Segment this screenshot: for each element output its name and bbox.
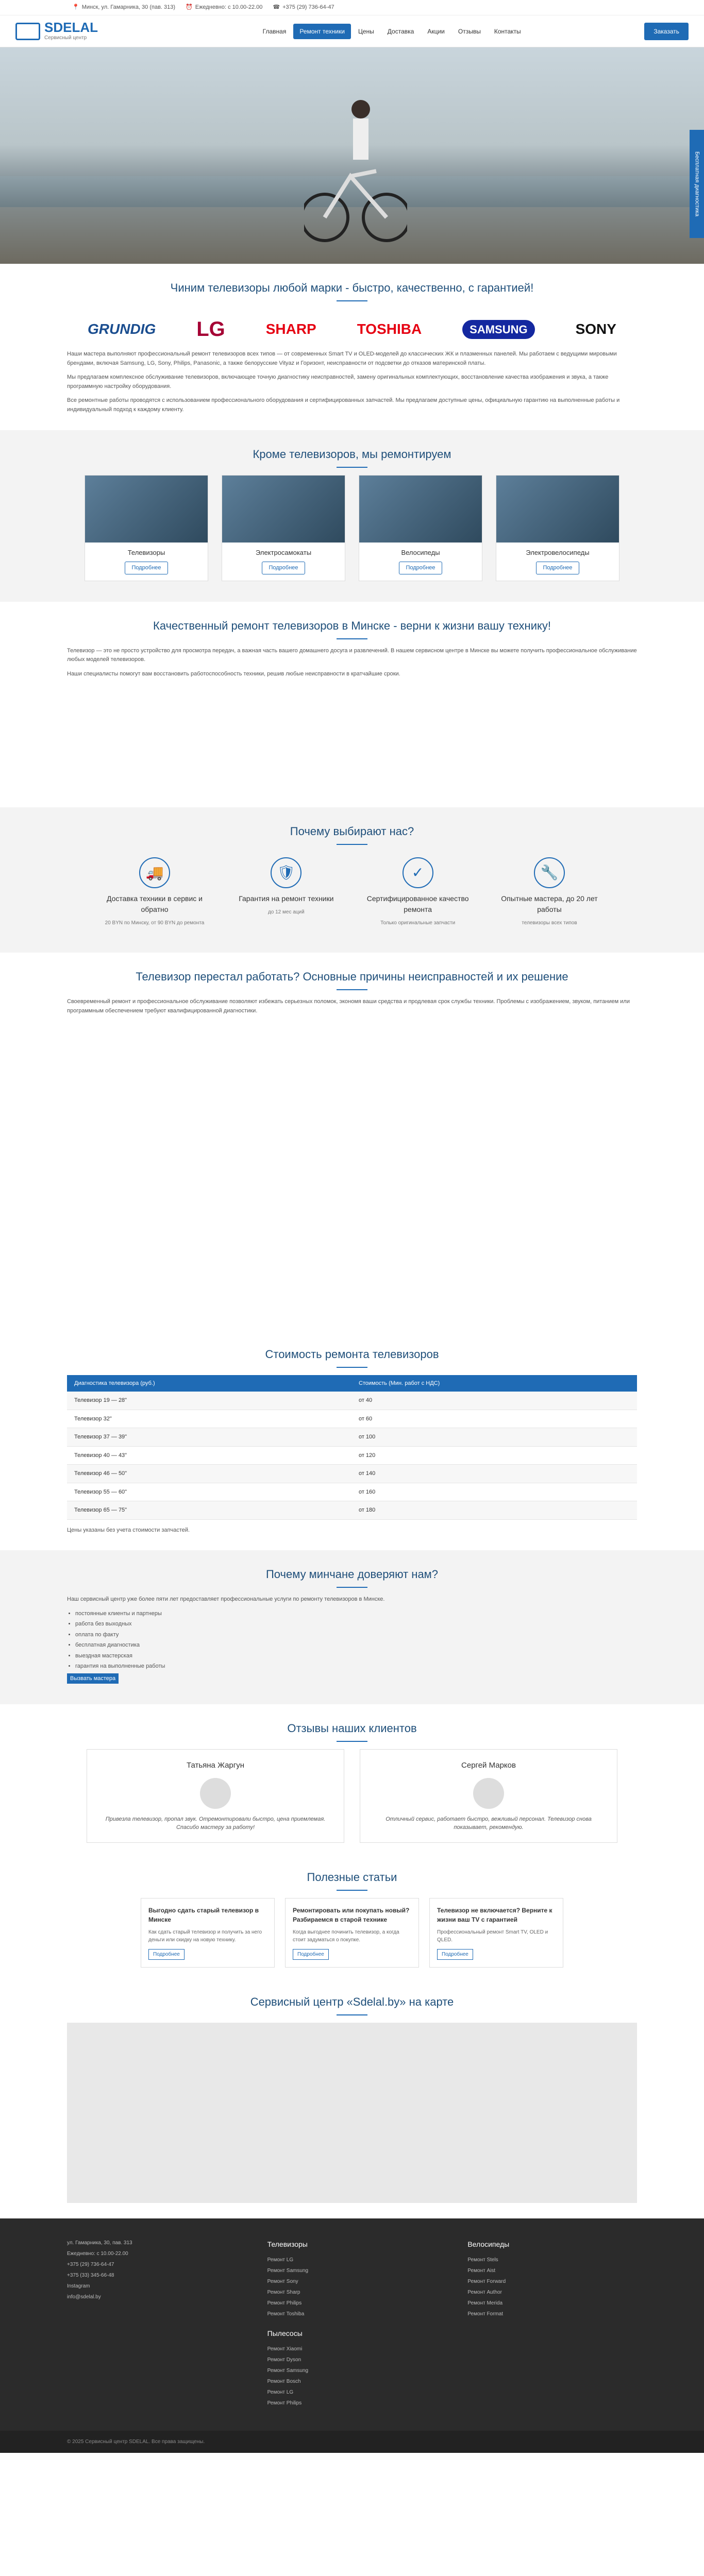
articles-title: Полезные статьи — [67, 1869, 637, 1891]
article-more-button[interactable]: Подробнее — [148, 1949, 185, 1960]
section-intro — [0, 264, 704, 430]
hero-cyclist-image — [304, 83, 407, 248]
category-image — [359, 476, 482, 543]
review-author: Татьяна Жаргун — [186, 1761, 245, 1770]
category-more-button[interactable]: Подробнее — [262, 562, 305, 574]
table-row: Телевизор 32" от 60 — [67, 1410, 637, 1428]
why-title: Почему выбирают нас? — [67, 823, 637, 845]
why-item-title: Гарантия на ремонт техники — [239, 894, 334, 903]
footer-link[interactable]: Ремонт Merida — [467, 2300, 503, 2306]
article-title: Выгодно сдать старый телевизор в Минске — [148, 1906, 259, 1923]
category-image — [85, 476, 208, 543]
review-text: Отличный сервис, работает быстро, вежливый персонал. Телевизор снова показывает, рекомендую. — [385, 1816, 592, 1831]
footer-link[interactable]: Ремонт Sony — [267, 2278, 298, 2284]
header — [0, 15, 704, 47]
list-item: • оплата по факту — [75, 1631, 637, 1639]
footer-instagram[interactable]: Instagram — [67, 2283, 90, 2289]
problems-paragraph: Своевременный ремонт и профессиональное обслуживание позволяют избежать серьезных поломок, экономя ваши средства и продлевая срок службы техники. Проблемы с изображением, звуком, питанием или программным обеспечением требуют квалифицированной диагностики. — [67, 998, 630, 1014]
section-problems — [0, 953, 704, 1330]
quality-paragraph: Телевизор — это не просто устройство для просмотра передач, а важная часть вашего домашнего досуга и развлечений. В нашем сервисном центре в Минске вы можете получить профессиональное обслуживание любых моделей телевизоров. — [67, 647, 637, 663]
phone-link[interactable]: ☎ +375 (29) 736-64-47 — [273, 3, 334, 12]
footer — [0, 2218, 704, 2431]
category-name: Велосипеды — [401, 548, 440, 556]
footer-link[interactable]: Ремонт Samsung — [267, 2367, 309, 2374]
footer-link[interactable]: Ремонт Dyson — [267, 2357, 301, 2363]
quality-paragraph: Наши специалисты помогут вам восстановить работоспособность техники, решив любые неисправности в кратчайшие сроки. — [67, 670, 400, 677]
nav-delivery[interactable]: Доставка — [387, 27, 414, 35]
quality-title: Качественный ремонт телевизоров в Минске - верни к жизни вашу технику! — [67, 617, 637, 639]
why-item — [361, 857, 475, 927]
nav-home[interactable]: Главная — [262, 27, 287, 35]
trust-paragraph: Наш сервисный центр уже более пяти лет предоставляет профессиональные услуги по ремонту телевизоров в Минске. — [67, 1596, 385, 1603]
why-item — [229, 857, 343, 927]
article-card[interactable] — [285, 1898, 419, 1968]
category-card[interactable] — [496, 475, 619, 581]
address: 📍 Минск, ул. Гамарника, 30 (пав. 313) — [72, 3, 175, 12]
trust-list — [75, 1609, 637, 1671]
footer-col — [467, 2239, 637, 2410]
category-more-button[interactable]: Подробнее — [125, 562, 167, 574]
certificate-icon: ✓ — [403, 857, 433, 888]
location-icon: 📍 — [72, 4, 79, 11]
article-card[interactable] — [429, 1898, 563, 1968]
footer-link[interactable]: Ремонт Bosch — [267, 2378, 301, 2384]
nav-reviews[interactable]: Отзывы — [458, 27, 481, 35]
intro-paragraph: Все ремонтные работы проводятся с использованием профессионального оборудования и сертифицированных запчастей. Мы предлагаем доступные цены, официальную гарантию на выполненные работы и индивидуальный подход к каждому клиенту. — [67, 397, 620, 413]
copyright: © 2025 Сервисный центр SDELAL. Все права защищены. — [0, 2431, 704, 2453]
list-item: • гарантия на выполненные работы — [75, 1662, 637, 1671]
brand-grundig: GRUNDIG — [88, 321, 156, 337]
footer-col-title: Велосипеды — [467, 2240, 510, 2248]
intro-paragraph: Наши мастера выполняют профессиональный ремонт телевизоров всех типов — от современных Smart TV и OLED-моделей до классических ЖК и плазменных панелей. Мы работаем с ведущими мировыми брендами, включая Samsung, LG, Sony, Philips, Panasonic, а также белорусские Vityaz и Горизонт, неисправности от подсветки до отказов материнской платы. — [67, 351, 617, 366]
review-card — [360, 1749, 617, 1843]
section-trust — [0, 1550, 704, 1704]
why-item-title: Сертифицированное качество ремонта — [366, 894, 469, 914]
category-card[interactable] — [85, 475, 208, 581]
footer-col-title: Пылесосы — [267, 2329, 303, 2337]
footer-col — [267, 2239, 437, 2410]
footer-link[interactable]: Ремонт Sharp — [267, 2289, 300, 2295]
table-row: Телевизор 37 — 39" от 100 — [67, 1428, 637, 1447]
hours: ⏰ Ежедневно: с 10.00-22.00 — [186, 3, 262, 12]
article-text: Когда выгоднее починить телевизор, а когда стоит задуматься о покупке. — [293, 1929, 399, 1943]
footer-contacts — [67, 2239, 237, 2410]
map-title: Сервисный центр «Sdelal.by» на карте — [67, 1993, 637, 2015]
price-table — [67, 1375, 637, 1520]
footer-link[interactable]: Ремонт LG — [267, 2389, 294, 2395]
footer-link[interactable]: Ремонт Format — [467, 2311, 504, 2317]
logo-sub: Сервисный центр — [44, 35, 87, 41]
review-card — [87, 1749, 344, 1843]
article-text: Как сдать старый телевизор и получить за него деньги или скидку на новую технику. — [148, 1929, 262, 1943]
wrench-icon: 🔧 — [534, 857, 565, 888]
list-item: • постоянные клиенты и партнеры — [75, 1609, 637, 1618]
category-card[interactable] — [222, 475, 345, 581]
avatar — [200, 1778, 231, 1809]
footer-phone[interactable]: +375 (33) 345-66-48 — [67, 2272, 114, 2278]
list-item: • выездная мастерская — [75, 1652, 637, 1660]
price-note: Цены указаны без учета стоимости запчастей. — [67, 1527, 190, 1533]
article-more-button[interactable]: Подробнее — [293, 1949, 329, 1960]
logo-tv-icon — [15, 23, 40, 40]
section-quality — [0, 602, 704, 808]
why-item-desc: до 12 мес аций — [267, 909, 305, 916]
avatar — [473, 1778, 504, 1809]
footer-link[interactable]: Ремонт Samsung — [267, 2267, 309, 2274]
review-author: Сергей Марков — [461, 1761, 516, 1770]
footer-col-title: Телевизоры — [267, 2240, 308, 2248]
why-item-desc: 20 BYN по Минску, от 90 BYN до ремонта — [105, 920, 205, 926]
footer-link[interactable]: Ремонт Xiaomi — [267, 2346, 303, 2352]
hero-banner — [0, 47, 704, 264]
reviews-title: Отзывы наших клиентов — [67, 1720, 637, 1742]
section-articles — [0, 1853, 704, 1978]
shield-icon: 🛡 — [271, 857, 301, 888]
table-row: Телевизор 46 — 50" от 140 — [67, 1465, 637, 1483]
footer-link[interactable]: Ремонт Stels — [467, 2257, 498, 2263]
brand-sony: SONY — [575, 321, 616, 337]
section-categories — [0, 430, 704, 602]
why-item — [493, 857, 606, 927]
section-reviews — [0, 1704, 704, 1853]
price-header: Стоимость (Мин. работ с НДС) — [351, 1375, 637, 1392]
list-item: • бесплатная диагностика — [75, 1641, 637, 1650]
phone-icon: ☎ — [273, 4, 280, 11]
truck-icon: 🚚 — [139, 857, 170, 888]
why-item — [98, 857, 211, 927]
intro-title: Чиним телевизоры любой марки - быстро, качественно, с гарантией! — [67, 279, 637, 301]
footer-phone[interactable]: +375 (29) 736-64-47 — [67, 2261, 114, 2267]
footer-link[interactable]: Ремонт Forward — [467, 2278, 506, 2284]
footer-email[interactable]: info@sdelal.by — [67, 2294, 101, 2300]
logo[interactable] — [15, 21, 98, 42]
free-diagnostic-tab[interactable]: Бесплатная диагностика — [690, 130, 704, 238]
nav-contacts[interactable]: Контакты — [494, 27, 521, 35]
call-button[interactable]: Заказать — [644, 23, 689, 40]
prices-title: Стоимость ремонта телевизоров — [67, 1346, 637, 1368]
nav-prices[interactable]: Цены — [358, 27, 374, 35]
map-embed[interactable] — [67, 2023, 637, 2203]
problems-title: Телевизор перестал работать? Основные причины неисправностей и их решение — [67, 968, 637, 990]
brand-lg: LG — [196, 318, 225, 341]
why-item-title: Доставка техники в сервис и обратно — [107, 894, 203, 914]
article-text: Профессиональный ремонт Smart TV, OLED и QLED. — [437, 1929, 548, 1943]
section-why — [0, 807, 704, 953]
call-master-button[interactable]: Вызвать мастера — [67, 1673, 119, 1684]
category-more-button[interactable]: Подробнее — [536, 562, 579, 574]
table-row: Телевизор 55 — 60" от 160 — [67, 1483, 637, 1501]
category-card[interactable] — [359, 475, 482, 581]
category-image — [222, 476, 345, 543]
footer-address: ул. Гамарника, 30, пав. 313 — [67, 2240, 132, 2246]
footer-link[interactable]: Ремонт Philips — [267, 2300, 302, 2306]
trust-title: Почему минчане доверяют нам? — [67, 1566, 637, 1588]
article-title: Ремонтировать или покупать новый? Разбираемся в старой технике — [293, 1906, 410, 1923]
nav-promo[interactable]: Акции — [427, 27, 445, 35]
brand-sharp: SHARP — [265, 321, 316, 337]
footer-link[interactable]: Ремонт Philips — [267, 2400, 302, 2406]
categories-title: Кроме телевизоров, мы ремонтируем — [67, 446, 637, 468]
article-more-button[interactable]: Подробнее — [437, 1949, 473, 1960]
article-card[interactable] — [141, 1898, 275, 1968]
footer-link[interactable]: Ремонт LG — [267, 2257, 294, 2263]
why-item-title: Опытные мастера, до 20 лет работы — [501, 894, 598, 914]
why-item-desc: Только оригинальные запчасти — [380, 920, 456, 926]
category-name: Электросамокаты — [255, 548, 312, 556]
footer-hours: Ежедневно: с 10.00-22.00 — [67, 2250, 128, 2257]
footer-link[interactable]: Ремонт Author — [467, 2289, 502, 2295]
category-name: Электровелосипеды — [526, 548, 590, 556]
brand-toshiba: TOSHIBA — [357, 321, 422, 337]
table-row: Телевизор 40 — 43" от 120 — [67, 1446, 637, 1465]
category-more-button[interactable]: Подробнее — [399, 562, 442, 574]
footer-link[interactable]: Ремонт Aist — [467, 2267, 496, 2274]
table-row: Телевизор 19 — 28" от 40 — [67, 1392, 637, 1410]
logo-text: SDELAL — [44, 20, 98, 35]
section-prices — [0, 1330, 704, 1551]
section-map — [0, 1978, 704, 2218]
topbar — [0, 0, 704, 15]
review-text: Привезла телевизор, пропал звук. Отремонтировали быстро, цена приемлемая. Спасибо мастеру за работу! — [105, 1816, 326, 1831]
clock-icon: ⏰ — [186, 4, 193, 11]
nav-repair[interactable]: Ремонт техники — [293, 24, 351, 39]
why-item-desc: телевизоры всех типов — [522, 920, 577, 926]
category-image — [496, 476, 619, 543]
intro-paragraph: Мы предлагаем комплексное обслуживание телевизоров, включающее точную диагностику неисправностей, замену оригинальных комплектующих, восстановление качества изображения и звука, а также программную настройку оборудования. — [67, 374, 609, 389]
brands-row — [67, 309, 637, 350]
article-title: Телевизор не включается? Верните к жизни ваш TV с гарантией — [437, 1906, 552, 1923]
footer-link[interactable]: Ремонт Toshiba — [267, 2311, 305, 2317]
list-item: • работа без выходных — [75, 1620, 637, 1629]
table-row: Телевизор 65 — 75" от 180 — [67, 1501, 637, 1520]
brand-samsung: SAMSUNG — [462, 320, 534, 339]
category-name: Телевизоры — [127, 548, 165, 556]
price-header: Диагностика телевизора (руб.) — [67, 1375, 351, 1392]
main-nav — [257, 24, 527, 39]
